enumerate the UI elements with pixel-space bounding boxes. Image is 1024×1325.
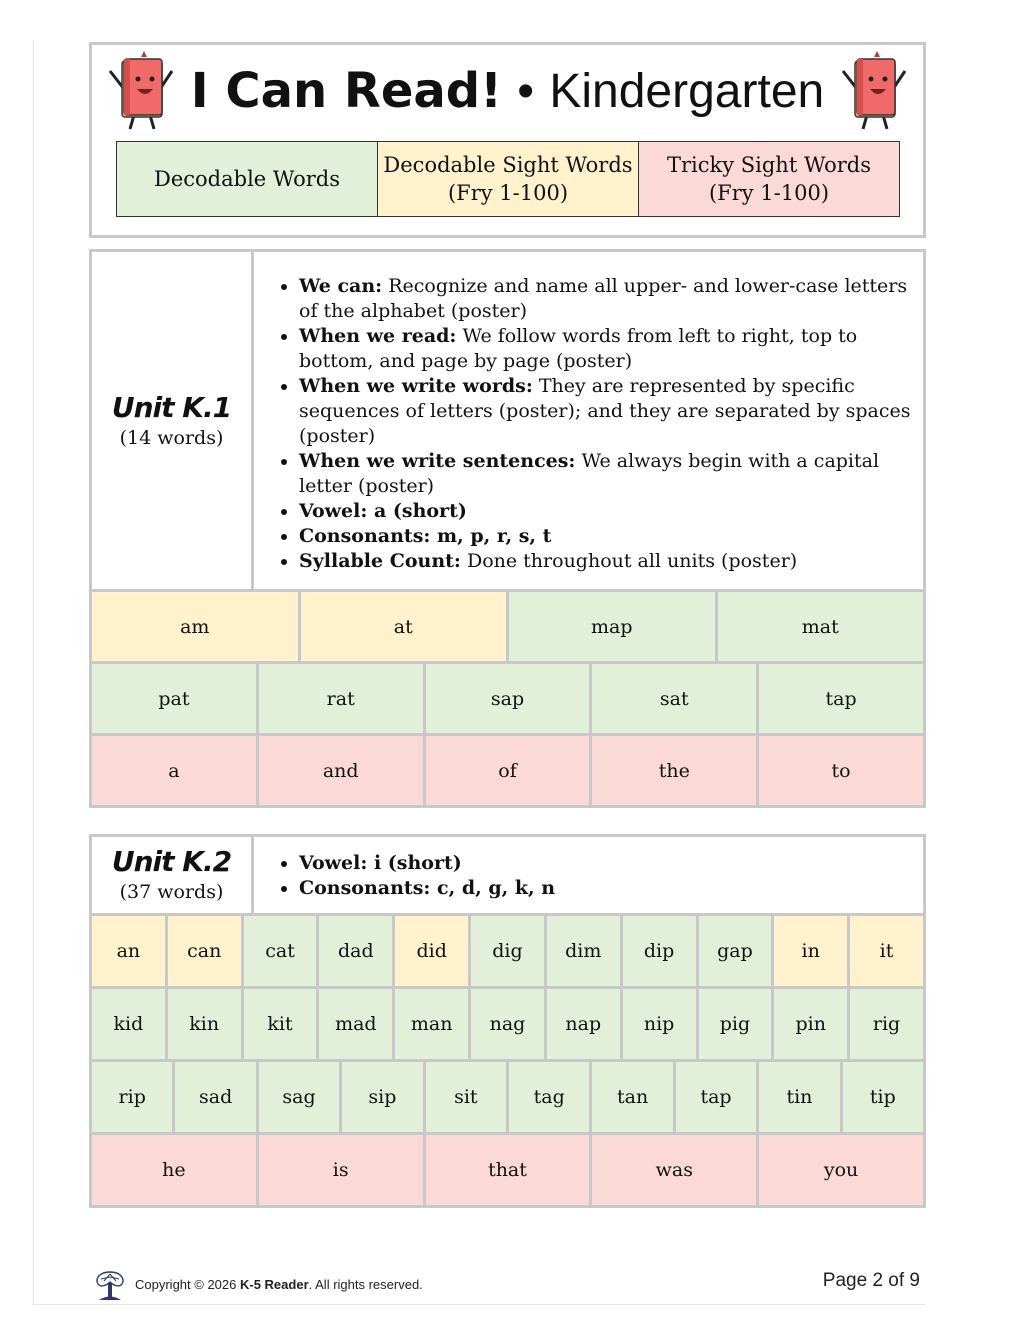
- word-cell: kit: [244, 989, 320, 1059]
- word-cell: tip: [843, 1062, 923, 1132]
- note-label: When we read:: [299, 325, 457, 347]
- note-text: Recognize and name all upper- and lower-case letters of the alphabet (poster): [299, 275, 908, 322]
- word-row: [92, 736, 923, 805]
- note-label: Vowel: i (short): [299, 852, 462, 874]
- note-label: Consonants: c, d, g, k, n: [299, 877, 556, 899]
- word-cell: in: [774, 916, 850, 986]
- word-cell: kid: [92, 989, 168, 1059]
- page-bottom-edge: [33, 1304, 926, 1305]
- word-row: [92, 916, 923, 989]
- page-left-edge: [33, 40, 34, 1305]
- word-cell: nap: [547, 989, 623, 1059]
- brand-name: K-5 Reader: [239, 1277, 309, 1292]
- copyright-notice: [135, 1277, 423, 1292]
- word-cell: cat: [244, 916, 320, 986]
- word-cell: tap: [676, 1062, 759, 1132]
- word-row: [92, 989, 923, 1062]
- unit-title: Unit K.2: [111, 845, 232, 878]
- word-cell: sag: [259, 1062, 342, 1132]
- book-mascot-icon: [837, 49, 911, 133]
- word-cell: nag: [471, 989, 547, 1059]
- legend-decodable-words: [117, 142, 378, 216]
- note-item: [299, 876, 923, 901]
- word-cell: he: [92, 1135, 259, 1205]
- word-cell: tag: [509, 1062, 592, 1132]
- note-label: Vowel: a (short): [299, 500, 467, 522]
- unit-header: [92, 252, 923, 592]
- unit-notes-list: [254, 274, 923, 574]
- note-item: [299, 274, 923, 324]
- word-cell: am: [92, 592, 301, 661]
- note-label: When we write sentences:: [299, 450, 576, 472]
- word-cell: rig: [850, 989, 923, 1059]
- word-cell: sad: [175, 1062, 258, 1132]
- word-cell: pat: [92, 664, 259, 733]
- unit-word-count: (37 words): [119, 881, 224, 903]
- word-cell: sit: [426, 1062, 509, 1132]
- unit-header: [92, 837, 923, 916]
- legend-decodable-sight-words: [378, 142, 639, 216]
- note-label: We can:: [299, 275, 383, 297]
- word-cell: that: [426, 1135, 593, 1205]
- title-separator: •: [517, 65, 535, 118]
- word-cell: dim: [547, 916, 623, 986]
- word-cell: is: [259, 1135, 426, 1205]
- word-cell: sip: [342, 1062, 425, 1132]
- unit-k2-section: [89, 834, 926, 1208]
- note-label: Syllable Count:: [299, 550, 461, 572]
- word-cell: sat: [592, 664, 759, 733]
- word-cell: dip: [623, 916, 699, 986]
- word-row: [92, 592, 923, 664]
- word-row: [92, 1062, 923, 1135]
- word-grid: [92, 592, 923, 805]
- word-cell: can: [168, 916, 244, 986]
- unit-notes: [254, 837, 923, 913]
- word-cell: at: [301, 592, 510, 661]
- note-item: [299, 524, 923, 549]
- note-label: When we write words:: [299, 375, 533, 397]
- legend-tricky-sight-words: [639, 142, 899, 216]
- note-text: We follow words from left to right, top to bottom, and page by page (poster): [299, 325, 858, 372]
- word-cell: of: [426, 736, 593, 805]
- word-cell: sap: [426, 664, 593, 733]
- word-cell: the: [592, 736, 759, 805]
- word-cell: rip: [92, 1062, 175, 1132]
- header-box: [89, 42, 926, 238]
- word-cell: was: [592, 1135, 759, 1205]
- tree-logo-icon: [93, 1269, 127, 1302]
- unit-k1-section: [89, 249, 926, 808]
- word-cell: you: [759, 1135, 923, 1205]
- copyright-suffix: . All rights reserved.: [308, 1277, 423, 1292]
- word-cell: and: [259, 736, 426, 805]
- unit-notes-list: [254, 851, 923, 901]
- word-cell: dad: [319, 916, 395, 986]
- word-row: [92, 664, 923, 736]
- note-item: [299, 851, 923, 876]
- word-cell: did: [395, 916, 471, 986]
- note-label: Consonants: m, p, r, s, t: [299, 525, 552, 547]
- word-cell: rat: [259, 664, 426, 733]
- word-cell: gap: [699, 916, 775, 986]
- title-bold: I Can Read!: [190, 63, 503, 119]
- unit-notes: [254, 252, 923, 589]
- word-cell: map: [509, 592, 718, 661]
- legend-line2: (Fry 1-100): [447, 181, 569, 205]
- unit-title: Unit K.1: [111, 390, 232, 424]
- word-cell: kin: [168, 989, 244, 1059]
- word-row: [92, 1135, 923, 1205]
- page-number: Page 2 of 9: [822, 1270, 920, 1291]
- legend-line1: Tricky Sight Words: [666, 153, 872, 177]
- legend-line1: Decodable Sight Words: [383, 153, 633, 177]
- word-cell: mad: [319, 989, 395, 1059]
- note-text: Done throughout all units (poster): [460, 550, 798, 572]
- word-cell: a: [92, 736, 259, 805]
- note-item: [299, 549, 923, 574]
- word-cell: pig: [699, 989, 775, 1059]
- word-cell: pin: [774, 989, 850, 1059]
- word-cell: tin: [759, 1062, 842, 1132]
- copyright-prefix: Copyright © 2026: [135, 1277, 240, 1292]
- word-cell: man: [395, 989, 471, 1059]
- legend-line1: Decodable Words: [154, 167, 340, 191]
- legend-line2: (Fry 1-100): [708, 181, 830, 205]
- title-grade: Kindergarten: [549, 65, 825, 118]
- note-item: [299, 449, 923, 499]
- word-cell: it: [850, 916, 923, 986]
- unit-label: [92, 837, 254, 913]
- word-cell: nip: [623, 989, 699, 1059]
- note-text: We always begin with a capital letter (poster): [299, 450, 880, 497]
- note-item: [299, 499, 923, 524]
- word-grid: [92, 916, 923, 1205]
- note-item: [299, 374, 923, 449]
- unit-word-count: (14 words): [119, 426, 224, 449]
- word-cell: to: [759, 736, 923, 805]
- word-cell: tan: [592, 1062, 675, 1132]
- note-item: [299, 324, 923, 374]
- word-cell: mat: [718, 592, 924, 661]
- word-cell: dig: [471, 916, 547, 986]
- unit-label: [92, 252, 254, 589]
- word-cell: tap: [759, 664, 923, 733]
- page-title: [92, 63, 923, 120]
- note-text: They are represented by specific sequences of letters (poster); and they are separated by spaces (poster): [299, 375, 911, 447]
- word-cell: an: [92, 916, 168, 986]
- color-legend: [116, 141, 900, 217]
